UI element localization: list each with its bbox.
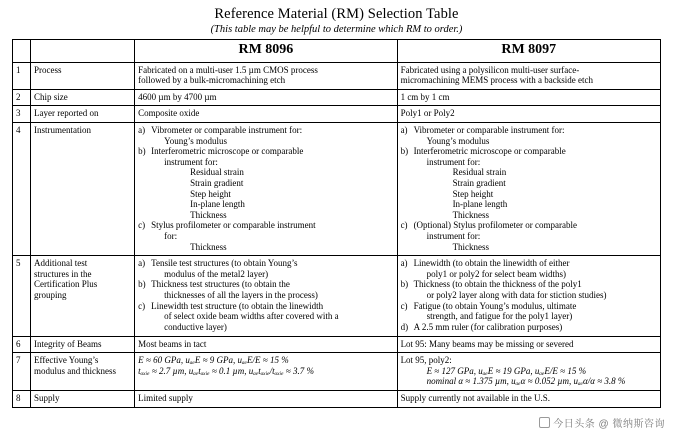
cell-line: Lot 95, poly2: — [400, 355, 452, 366]
list-marker: a) — [138, 124, 146, 135]
sub-item: Young’s modulus — [426, 135, 490, 146]
sub-item: Step height — [190, 188, 231, 199]
table-row — [13, 256, 661, 336]
list-marker: c) — [400, 220, 408, 231]
cell-rm8096 — [135, 122, 397, 255]
list-item — [401, 258, 657, 269]
sub-item: Residual strain — [190, 167, 244, 178]
sub-item: Young’s modulus — [164, 135, 228, 146]
list-item — [401, 125, 657, 136]
cell-line: E ≈ 127 GPa, uₐₑE ≈ 19 GPa, uₐₑE/E ≈ 15 % — [426, 365, 587, 376]
row-number: 8 — [13, 390, 31, 407]
list-text: Stylus profilometer or comparable instrument — [151, 220, 316, 231]
list-item — [401, 220, 657, 231]
list-text-cont: conductive layer) — [164, 321, 227, 332]
cell-rm8097 — [397, 122, 660, 255]
row-number: 7 — [13, 353, 31, 391]
list-text: Interferometric microscope or comparable — [151, 146, 304, 157]
list-text-cont: thicknesses of all the layers in the process) — [164, 290, 318, 301]
list-text-cont: instrument for: — [164, 156, 218, 167]
list-marker: c) — [400, 300, 408, 311]
list-marker: c) — [138, 220, 146, 231]
cell-rm8097: 1 cm by 1 cm — [397, 89, 660, 106]
row-label: Chip size — [31, 89, 135, 106]
cell-line: nominal α ≈ 1.375 µm, uₐₑα ≈ 0.052 µm, uₐₑα/α ≈ 3.8 % — [426, 376, 626, 387]
table-row — [13, 336, 661, 353]
sub-item: Strain gradient — [190, 178, 244, 188]
cell-line: micromachining MEMS process with a backside etch — [400, 75, 594, 86]
sub-item: Thickness — [452, 209, 490, 220]
table-row — [13, 89, 661, 106]
sub-item: Step height — [452, 188, 494, 199]
list-item — [138, 279, 393, 290]
list-item — [138, 125, 393, 136]
row-number: 3 — [13, 106, 31, 123]
list-text: Thickness (to obtain the thickness of the poly1 — [413, 279, 582, 290]
cell-line: followed by a bulk-micromachining etch — [138, 75, 286, 86]
table-row — [13, 353, 661, 391]
table-row — [13, 62, 661, 89]
list-text: A 2.5 mm ruler (for calibration purposes) — [413, 321, 563, 332]
row-number: 1 — [13, 62, 31, 89]
table-row — [13, 106, 661, 123]
label-line: modulus and thickness — [34, 365, 117, 376]
list-item — [401, 279, 657, 290]
list-item — [138, 146, 393, 157]
label-line: Effective Young’s — [34, 355, 99, 366]
list-marker: a) — [400, 124, 408, 135]
page-title: Reference Material (RM) Selection Table — [214, 6, 459, 22]
header-cell-label — [31, 40, 135, 63]
cell-rm8096: 4600 µm by 4700 µm — [135, 89, 397, 106]
row-number: 4 — [13, 122, 31, 255]
cell-rm8097 — [397, 62, 660, 89]
cell-line: tₒₓᵢₑ ≈ 2.7 µm, uₐₑtₒₓᵢₑ ≈ 0.1 µm, uₐₑtₒₓᵢₑ/tₒₓᵢₑ ≈ 3.7 % — [138, 365, 314, 376]
header-cell-rm8097: RM 8097 — [397, 40, 660, 63]
row-label — [31, 353, 135, 391]
row-number: 5 — [13, 256, 31, 336]
list-text-cont: poly1 or poly2 for select beam widths) — [426, 268, 567, 279]
list-marker: a) — [138, 258, 146, 269]
list-item — [401, 146, 657, 157]
cell-rm8096 — [135, 353, 397, 391]
row-label: Process — [31, 62, 135, 89]
cell-rm8096: Most beams in tact — [135, 336, 397, 353]
sub-item: In-plane length — [190, 199, 245, 210]
list-text-cont: instrument for: — [426, 156, 481, 167]
sub-item: Strain gradient — [452, 178, 506, 188]
cell-rm8096: Composite oxide — [135, 106, 397, 123]
list-marker: b) — [400, 146, 409, 157]
list-text: Vibrometer or comparable instrument for: — [151, 124, 303, 135]
list-text: Vibrometer or comparable instrument for: — [413, 124, 565, 135]
list-item — [401, 322, 657, 333]
cell-line: Fabricated on a multi-user 1.5 µm CMOS process — [138, 64, 318, 75]
watermark-icon — [539, 417, 550, 428]
watermark-text: 今日头条 @ 微纳斯咨询 — [553, 419, 665, 430]
table-header — [13, 40, 661, 63]
cell-rm8097: Supply currently not available in the U.S. — [397, 390, 660, 407]
cell-rm8096 — [135, 62, 397, 89]
sub-item: In-plane length — [452, 199, 508, 210]
row-label: Supply — [31, 390, 135, 407]
list-text-cont: instrument for: — [426, 231, 481, 242]
cell-rm8097 — [397, 353, 660, 391]
list-text: Linewidth test structure (to obtain the linewidth — [151, 300, 324, 311]
list-marker: a) — [400, 258, 408, 269]
cell-line: Fabricated using a polysilicon multi-user surface- — [400, 64, 580, 75]
list-item — [138, 258, 393, 269]
sub-item: Thickness — [190, 209, 227, 220]
row-label: Integrity of Beams — [31, 336, 135, 353]
cell-rm8097: Lot 95: Many beams may be missing or severed — [397, 336, 660, 353]
label-line: Certification Plus — [34, 279, 98, 290]
list-item — [401, 301, 657, 312]
row-label: Instrumentation — [31, 122, 135, 255]
table-row — [13, 390, 661, 407]
sub-item: Thickness — [190, 241, 227, 252]
list-marker: b) — [138, 146, 146, 157]
header-cell-rm8096: RM 8096 — [135, 40, 397, 63]
row-number: 6 — [13, 336, 31, 353]
rm-selection-table — [12, 39, 661, 408]
list-marker: b) — [400, 279, 409, 290]
cell-rm8096: Limited supply — [135, 390, 397, 407]
list-text-cont: for: — [164, 231, 178, 242]
list-text: Fatigue (to obtain Young’s modulus, ultimate — [413, 300, 577, 311]
cell-rm8097 — [397, 256, 660, 336]
list-text-cont: of select oxide beam widths after covered with a — [164, 311, 339, 322]
list-text: Tensile test structures (to obtain Young’s — [151, 258, 298, 269]
row-label: Layer reported on — [31, 106, 135, 123]
list-item — [138, 301, 393, 312]
list-text: Thickness test structures (to obtain the — [151, 279, 290, 290]
cell-line: E ≈ 60 GPa, uₐₑE ≈ 9 GPa, uₐₑE/E ≈ 15 % — [138, 355, 289, 366]
list-marker: d) — [400, 321, 409, 332]
list-marker: b) — [138, 279, 146, 290]
list-text-cont: modulus of the metal2 layer) — [164, 268, 269, 279]
list-marker: c) — [138, 300, 146, 311]
sub-item: Thickness — [452, 241, 490, 252]
page-subtitle: (This table may be helpful to determine which RM to order.) — [210, 24, 463, 35]
header-cell-num — [13, 40, 31, 63]
list-text: Linewidth (to obtain the linewidth of either — [413, 258, 570, 269]
list-text-cont: strength, and fatigue for the poly1 layer) — [426, 311, 573, 322]
cell-rm8096 — [135, 256, 397, 336]
label-line: grouping — [34, 290, 67, 301]
row-label — [31, 256, 135, 336]
table-row — [13, 122, 661, 255]
list-text-cont: or poly2 layer along with data for stiction studies) — [426, 290, 607, 301]
sub-item: Residual strain — [452, 167, 507, 178]
row-number: 2 — [13, 89, 31, 106]
list-text: (Optional) Stylus profilometer or comparable — [413, 220, 578, 231]
watermark — [539, 415, 665, 430]
cell-rm8097: Poly1 or Poly2 — [397, 106, 660, 123]
list-item — [138, 220, 393, 231]
label-line: structures in the — [34, 268, 92, 279]
label-line: Additional test — [34, 258, 88, 269]
list-text: Interferometric microscope or comparable — [413, 146, 566, 157]
